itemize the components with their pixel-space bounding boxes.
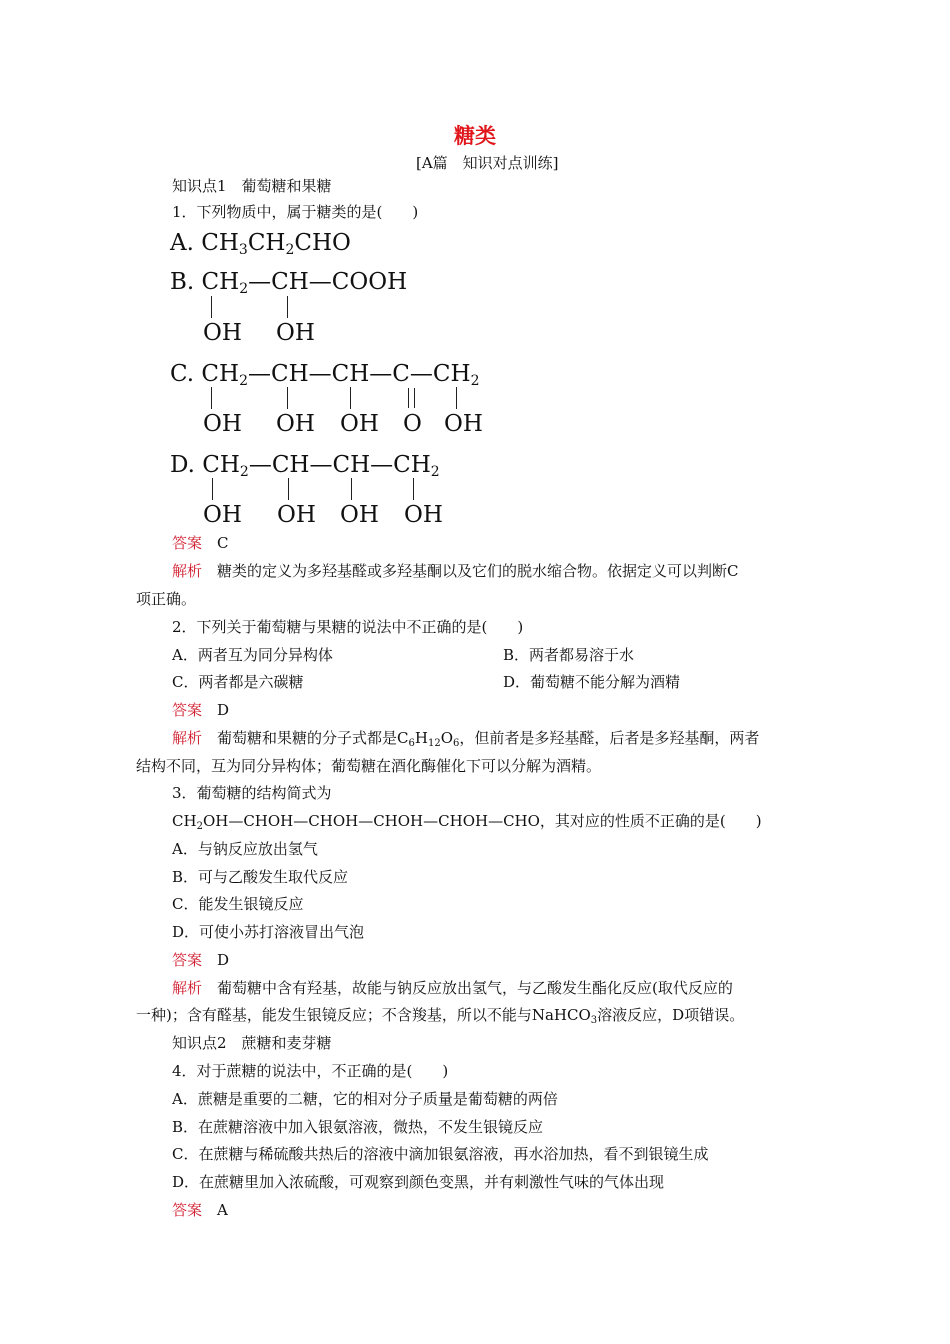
- q3-analysis-text-b: 溶液反应，D项错误。: [597, 1006, 745, 1024]
- answer-label: 答案: [172, 534, 203, 552]
- molecular-formula: $C_6H_{12}O_6$: [397, 729, 460, 749]
- analysis-label: 解析: [172, 562, 203, 580]
- analysis-label: 解析: [172, 979, 203, 997]
- analysis-label: 解析: [172, 729, 203, 747]
- glucose-formula-head: $CH_2OH$: [172, 812, 229, 832]
- knowledge-point-2: 知识点2 蔗糖和麦芽糖: [172, 1034, 332, 1052]
- q1-analysis-line2: 项正确。: [136, 590, 197, 608]
- q2-option-b: B．两者都易溶于水: [503, 646, 635, 664]
- q4-option-d: D．在蔗糖里加入浓硫酸，可观察到颜色变黑，并有刺激性气味的气体出现: [172, 1173, 665, 1191]
- q2-option-d: D．葡萄糖不能分解为酒精: [503, 673, 681, 691]
- knowledge-point-1: 知识点1 葡萄糖和果糖: [172, 177, 332, 195]
- q4-option-c: C．在蔗糖与稀硫酸共热后的溶液中滴加银氨溶液，再水浴加热，看不到银镜生成: [172, 1145, 709, 1163]
- q3-answer-line: [172, 950, 229, 970]
- q1-option-b-label: B.: [170, 269, 195, 295]
- q4-answer-line: [172, 1200, 228, 1220]
- q3-formula-tail: —CHOH—CHOH—CHOH—CHOH—CHO，其对应的性质不正确的是( ): [228, 812, 762, 830]
- answer-label: 答案: [172, 701, 203, 719]
- q1-answer-line: [172, 533, 229, 553]
- q2-analysis-text-a: 葡萄糖和果糖的分子式都是: [217, 729, 398, 747]
- q2-answer-line: [172, 700, 229, 720]
- q3-formula-line: [172, 811, 762, 837]
- q1-stem: 1．下列物质中，属于糖类的是( ): [172, 203, 419, 221]
- section-heading: [A篇 知识对点训练]: [416, 154, 559, 172]
- q4-answer: A: [217, 1201, 228, 1219]
- q1-option-c-label: C.: [170, 361, 195, 387]
- q4-option-b: B．在蔗糖溶液中加入银氨溶液，微热，不发生银镜反应: [172, 1118, 544, 1136]
- nahco3-formula: NaHCO$_3$: [531, 1006, 598, 1026]
- q3-analysis-text: 葡萄糖中含有羟基，故能与钠反应放出氢气，与乙酸发生酯化反应(取代反应的: [217, 979, 733, 997]
- q4-stem: 4．对于蔗糖的说法中，不正确的是( ): [172, 1062, 449, 1080]
- answer-label: 答案: [172, 951, 203, 969]
- q3-option-d: D．可使小苏打溶液冒出气泡: [172, 923, 365, 941]
- q2-stem: 2．下列关于葡萄糖与果糖的说法中不正确的是( ): [172, 618, 524, 636]
- q4-option-a: A．蔗糖是重要的二糖，它的相对分子质量是葡萄糖的两倍: [172, 1090, 558, 1108]
- q3-option-c: C．能发生银镜反应: [172, 895, 304, 913]
- q3-analysis-text-a: 一种)；含有醛基，能发生银镜反应；不含羧基，所以不能与: [136, 1006, 532, 1024]
- q3-answer: D: [217, 951, 230, 969]
- q2-option-a: A．两者互为同分异构体: [172, 646, 333, 664]
- answer-label: 答案: [172, 1201, 203, 1219]
- q1-analysis-line1: [172, 561, 739, 581]
- q2-answer: D: [217, 701, 230, 719]
- q2-option-c: C．两者都是六碳糖: [172, 673, 304, 691]
- q3-analysis-line1: [172, 978, 733, 998]
- q2-analysis-line2: 结构不同，互为同分异构体；葡萄糖在酒化酶催化下可以分解为酒精。: [136, 757, 602, 775]
- q3-stem: 3．葡萄糖的结构简式为: [172, 784, 332, 802]
- q3-option-b: B．可与乙酸发生取代反应: [172, 868, 349, 886]
- q1-answer: C: [217, 534, 229, 552]
- q3-analysis-line2: [136, 1005, 744, 1031]
- q2-analysis-text-b: ，但前者是多羟基醛，后者是多羟基酮，两者: [459, 729, 760, 747]
- page-title: 糖类: [454, 123, 496, 148]
- q1-option-d-label: D.: [170, 452, 195, 478]
- q1-option-a-label: A.: [170, 230, 194, 256]
- q2-analysis-line1: [172, 728, 759, 754]
- q1-analysis-text: 糖类的定义为多羟基醛或多羟基酮以及它们的脱水缩合物。依据定义可以判断C: [217, 562, 739, 580]
- q3-option-a: A．与钠反应放出氢气: [172, 840, 318, 858]
